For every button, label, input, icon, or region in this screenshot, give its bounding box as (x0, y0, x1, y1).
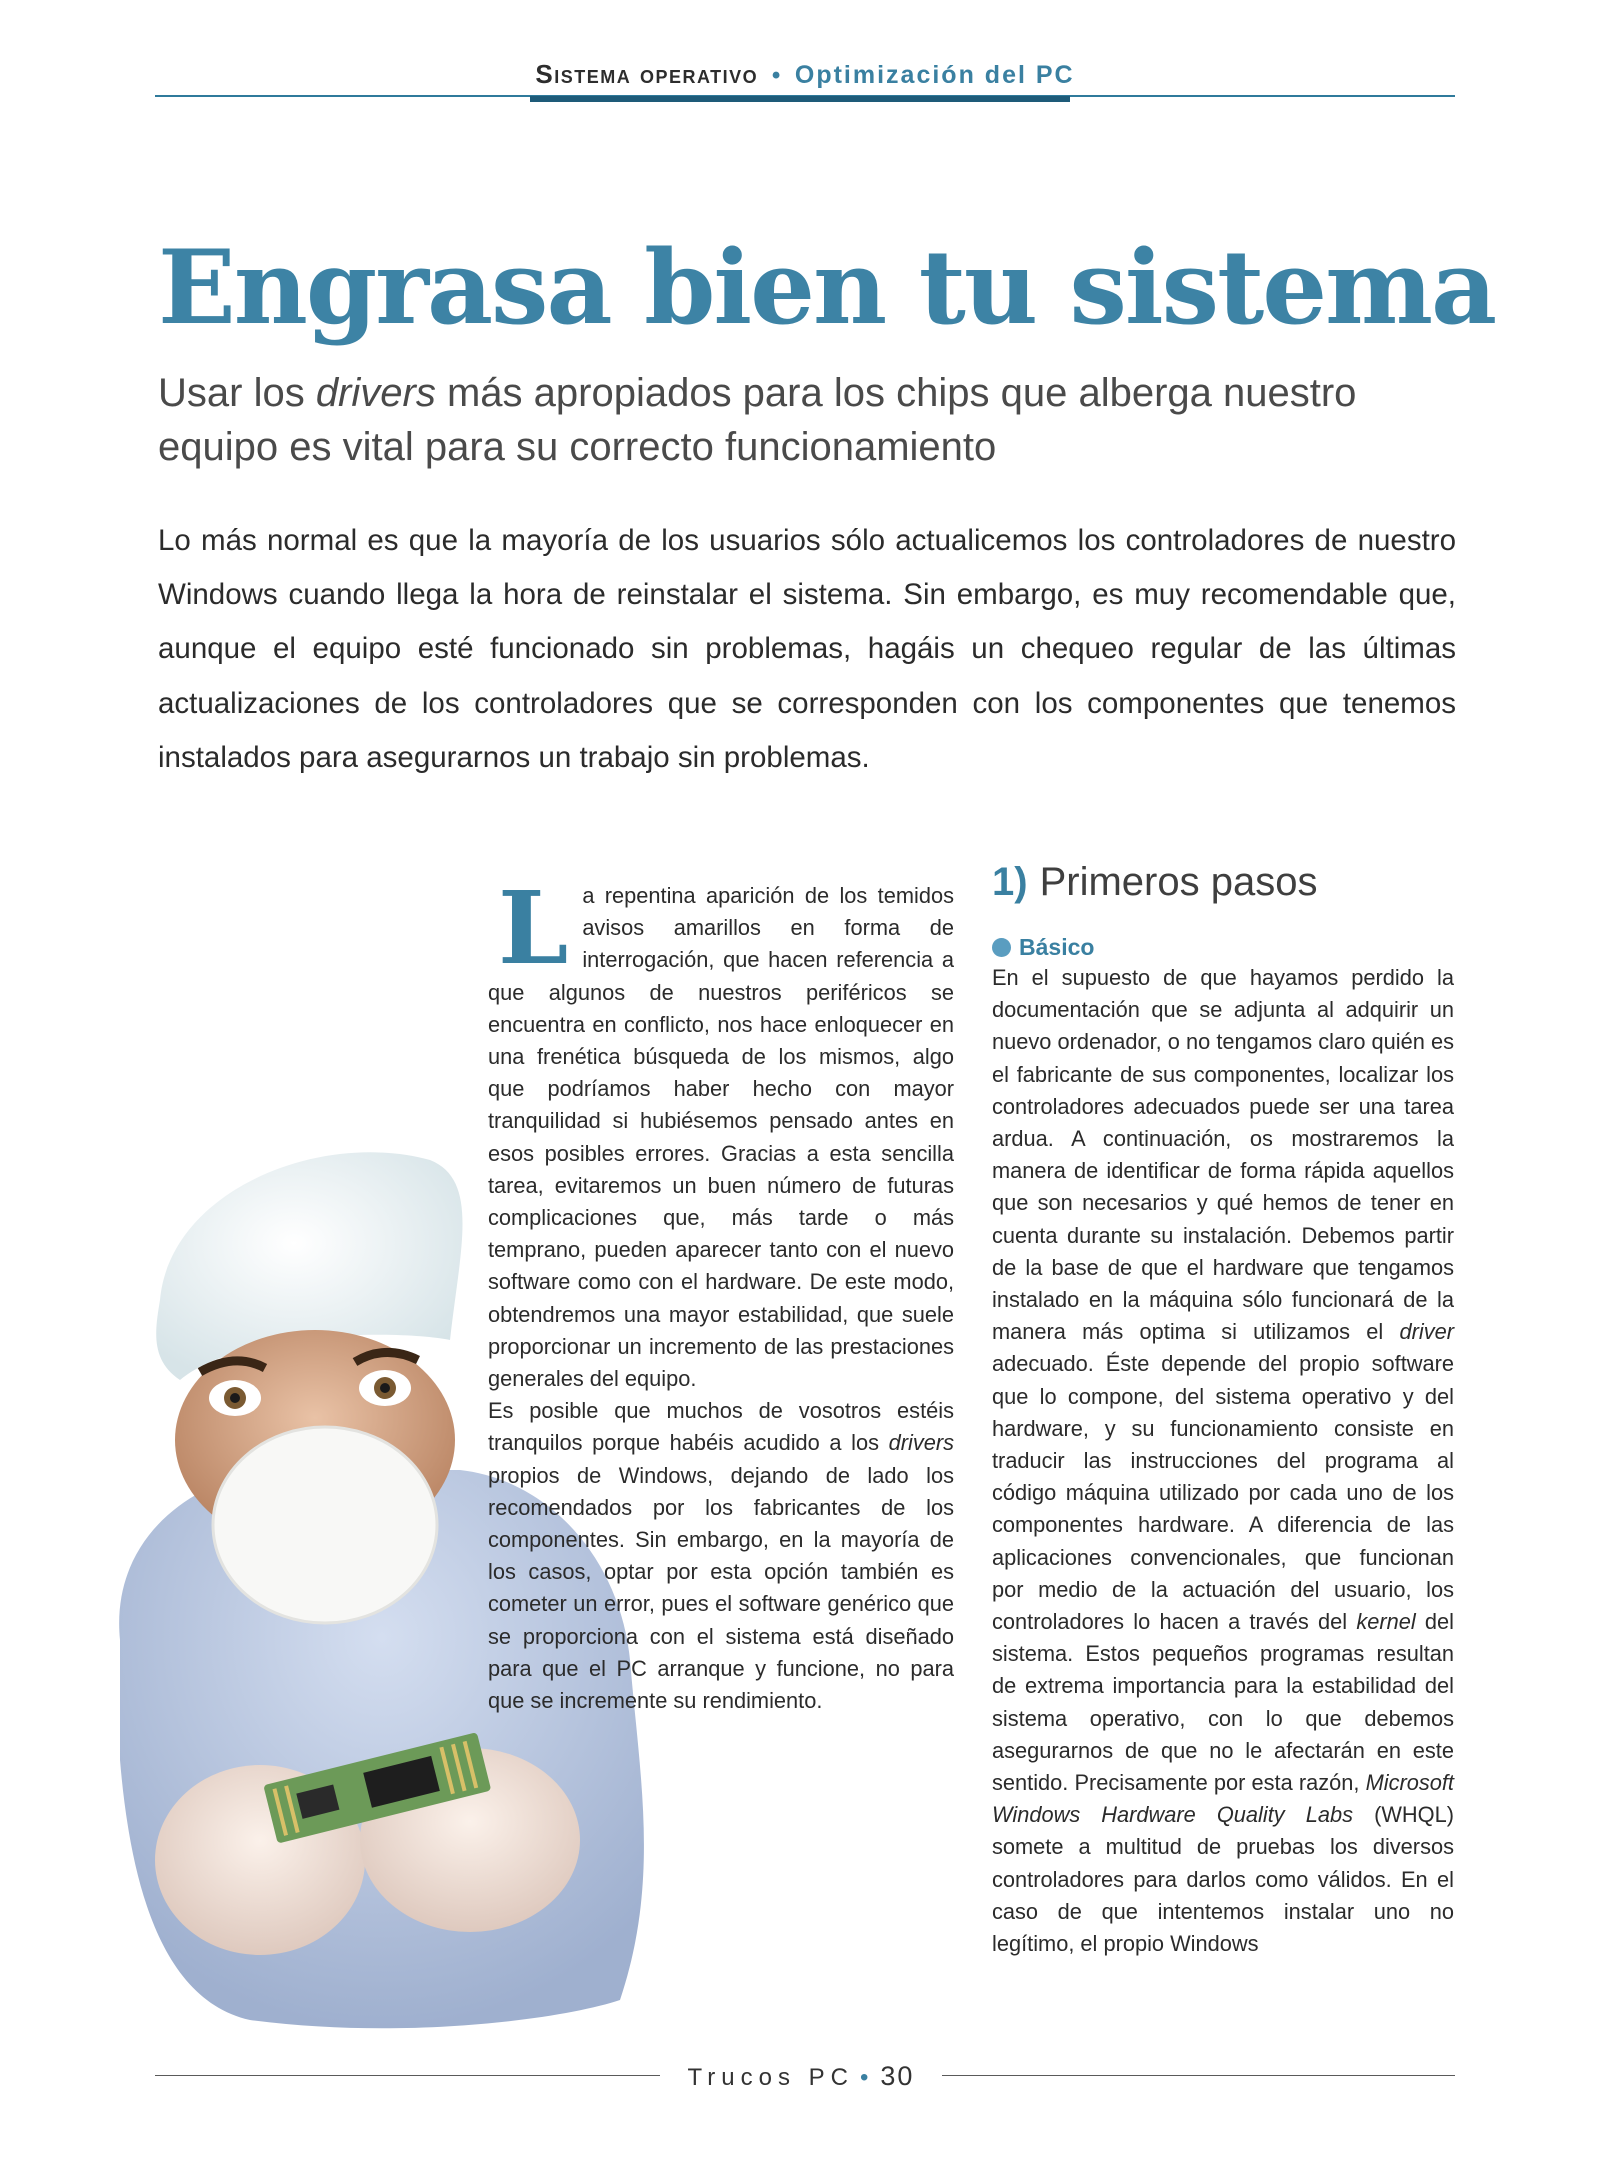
footer-magazine: Trucos PC (687, 2064, 854, 2091)
footer-rule-left (155, 2075, 660, 2076)
subtitle-start: Usar los (158, 371, 316, 415)
c1p2-emphasis: drivers (888, 1430, 954, 1456)
c2-text-2: adecuado. Éste depende del propio software que lo compone, del sistema operativo y del hardware, y su funcionamiento consiste en traducir las instrucciones del programa al código máquina utilizado por cada uno de los componentes hardware. A diferencia de las aplicaciones convencionales, que funcionan por medio de la actuación del usuario, los controladores lo hacen a través del (992, 1351, 1454, 1635)
subtitle-end: más apropiados para los chips que alberga nuestro equipo es vital para su correcto funcionamiento (158, 371, 1357, 469)
header-bar (530, 96, 1070, 102)
header-section: Sistema operativo (535, 59, 759, 89)
article-lead: Lo más normal es que la mayoría de los usuarios sólo actualicemos los controladores de nuestro Windows cuando llega la hora de reinstalar el sistema. Sin embargo, es muy recomendable que, aunque el equipo esté funcionado sin problemas, hagáis un chequeo regular de las últimas actualizaciones de los controladores que se corresponden con los componentes que tenemos instalados para asegurarnos un trabajo sin problemas. (158, 524, 1456, 774)
drop-cap: L (498, 869, 569, 987)
c2-text-3: del sistema. Estos pequeños programas resultan de extrema importancia para la estabilidad del sistema operativo, con lo que debemos asegurarnos de que no le afectarán en este sentido. Precisamente por esta razón, (992, 1609, 1454, 1796)
running-header (155, 52, 1455, 104)
section-title: Primeros pasos (1039, 860, 1318, 904)
footer-bullet-icon: • (860, 2064, 875, 2091)
article-title: Engrasa bien tu sistema (158, 228, 1496, 348)
c2-text-4: (WHQL) somete a multitud de pruebas los diversos controladores para darlos como válidos. En el caso de que intentemos instalar uno no legítimo, el propio Windows (992, 1802, 1454, 1957)
page-number: 30 (880, 2061, 915, 2091)
difficulty-level (992, 932, 1454, 962)
header-bullet-icon: • (771, 62, 782, 89)
page-footer (155, 2056, 1455, 2096)
c2-emphasis-kernel: kernel (1356, 1609, 1416, 1635)
face-mask-shape (213, 1427, 437, 1623)
column-one (488, 869, 954, 1717)
section-heading (992, 854, 1454, 910)
footer-text (660, 2056, 942, 2098)
article-subtitle (158, 366, 1478, 474)
column-one-paragraph-1: a repentina aparición de los temidos avisos amarillos en forma de interrogación, que hacen referencia a que algunos de nuestros periféricos se encuentra en conflicto, nos hace enloquecer en una frenética búsqueda de los mismos, algo que podríamos haber hecho con mayor tranquilidad si hubiésemos pensado antes en esos posibles errores. Gracias a esta sencilla tarea, evitaremos un buen número de futuras complicaciones que, más tarde o más temprano, pueden aparecer tanto con el nuevo software como con el hardware. De este modo, obtendremos una mayor estabilidad, que suele proporcionar un incremento de las prestaciones generales del equipo. (488, 883, 954, 1392)
section-number: 1) (992, 860, 1028, 904)
column-one-paragraph-2 (488, 1395, 954, 1717)
running-header-text (155, 52, 1455, 98)
column-two (992, 854, 1454, 1960)
column-two-paragraph (992, 962, 1454, 1960)
c2-emphasis-whql: Microsoft Windows Hardware Quality Labs (992, 1770, 1454, 1828)
footer-rule-right (942, 2075, 1455, 2076)
c1p2-start: Es posible que muchos de vosotros estéis tranquilos porque habéis acudido a los (488, 1398, 954, 1456)
header-topic: Optimización del PC (794, 61, 1075, 89)
c1p2-end: propios de Windows, dejando de lado los recomendados por los fabricantes de los componentes. Sin embargo, en la mayoría de los casos, optar por esta opción también es cometer un error, pues el software genérico que se proporciona con el sistema está diseñado para que el PC arranque y funcione, no para que se incremente su rendimiento. (488, 1462, 954, 1714)
level-label: Básico (1019, 934, 1095, 960)
level-dot-icon (992, 938, 1011, 957)
c2-emphasis-driver: driver (1399, 1319, 1454, 1345)
subtitle-emphasis: drivers (315, 371, 436, 415)
c2-text-1: En el supuesto de que hayamos perdido la documentación que se adjunta al adquirir un nuevo ordenador, o no tengamos claro quién es el fabricante de sus componentes, localizar los controladores adecuados puede ser una tarea ardua. A continuación, os mostraremos la manera de identificar de forma rápida aquellos que son necesarios y qué hemos de tener en cuenta durante su instalación. Debemos partir de la base de que el hardware que tengamos instalado en la máquina sólo funcionará de la manera más optima si utilizamos el (992, 965, 1454, 1345)
